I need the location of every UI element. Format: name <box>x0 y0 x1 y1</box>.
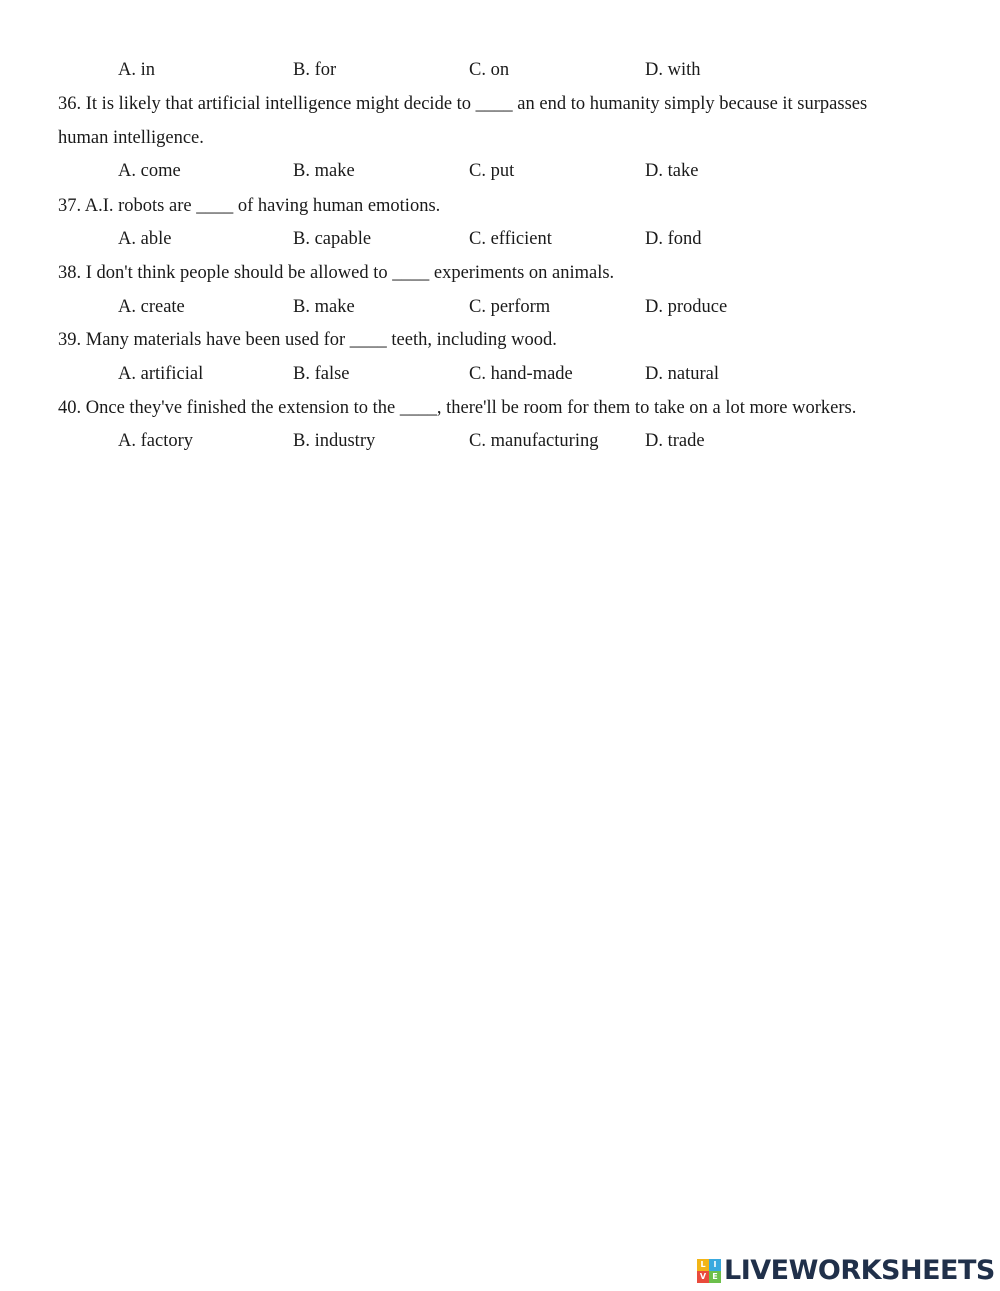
q40-option-a: A. factory <box>118 431 193 451</box>
logo-block-e: E <box>709 1271 721 1283</box>
q35-option-b: B. for <box>293 60 337 80</box>
logo-block-l: L <box>697 1259 709 1271</box>
q37-option-a: A. able <box>118 229 172 249</box>
q40-option-c: C. manufacturing <box>469 431 599 451</box>
q36-option-d: D. take <box>645 161 699 181</box>
logo-block-i: I <box>709 1259 721 1271</box>
q39-option-b: B. false <box>293 364 350 384</box>
q38-option-b: B. make <box>293 297 355 317</box>
q35-option-d: D. with <box>645 60 701 80</box>
q36-option-b: B. make <box>293 161 355 181</box>
q39-option-d: D. natural <box>645 364 719 384</box>
q37-question: 37. A.I. robots are ____ of having human emotions. <box>58 196 441 216</box>
q40-option-b: B. industry <box>293 431 376 451</box>
liveworksheets-logo <box>697 1256 995 1286</box>
logo-block-v: V <box>697 1271 709 1283</box>
q35-option-c: C. on <box>469 60 510 80</box>
q38-option-c: C. perform <box>469 297 551 317</box>
q39-option-c: C. hand-made <box>469 364 573 384</box>
q38-option-d: D. produce <box>645 297 728 317</box>
q40-question: 40. Once they've finished the extension to the ____, there'll be room for them to take on a lot more workers. <box>58 398 857 418</box>
q39-option-a: A. artificial <box>118 364 204 384</box>
q35-option-a: A. in <box>118 60 155 80</box>
logo-wordmark: LIVEWORKSHEETS <box>724 1255 995 1286</box>
q37-option-d: D. fond <box>645 229 702 249</box>
q36-question-line2: human intelligence. <box>58 128 204 148</box>
q38-option-a: A. create <box>118 297 185 317</box>
q39-question: 39. Many materials have been used for ____ teeth, including wood. <box>58 330 557 350</box>
q40-option-d: D. trade <box>645 431 705 451</box>
live-blocks-icon <box>697 1259 721 1283</box>
q36-option-a: A. come <box>118 161 181 181</box>
q36-question-line1: 36. It is likely that artificial intelligence might decide to ____ an end to humanity simply because it surpasses <box>58 94 868 114</box>
q36-option-c: C. put <box>469 161 515 181</box>
q37-option-b: B. capable <box>293 229 372 249</box>
q37-option-c: C. efficient <box>469 229 552 249</box>
q38-question: 38. I don't think people should be allowed to ____ experiments on animals. <box>58 263 615 283</box>
